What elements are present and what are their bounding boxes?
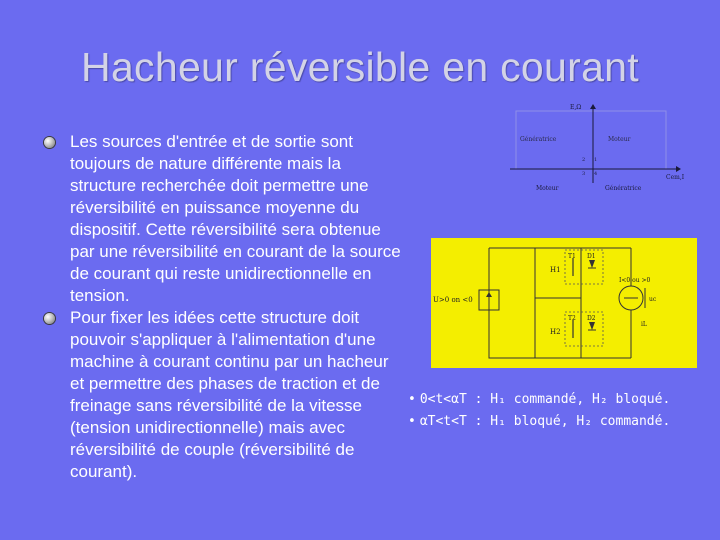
t2-label: T2 <box>568 315 576 322</box>
quadrant-label-moteur-bottom: Moteur <box>536 185 559 192</box>
d1-label: D1 <box>587 253 596 260</box>
il-label: iL <box>641 321 647 328</box>
quadrant-label-generatrice-bottom: Génératrice <box>605 185 642 192</box>
quadrant-diagram <box>510 103 705 195</box>
d2-label: D2 <box>587 315 596 322</box>
h2-label: H2 <box>550 328 561 336</box>
x-axis-label: Cem,I <box>666 174 685 181</box>
quadrant-label-generatrice-top: Génératrice <box>520 136 557 143</box>
bullet-item <box>44 131 414 307</box>
bullet-text: Les sources d'entrée et de sortie sont toujours de nature différente mais la structure recherchée doit permettre une réversibilité en puissance moyenne du dispositif. Cette réversibilité sera obtenue par une réversibilité en courant de la source de courant qui reste unidirectionnelle en tension. <box>70 132 401 305</box>
slide-title: Hacheur réversible en courant <box>81 44 639 90</box>
quadrant-label-moteur-top: Moteur <box>608 136 631 143</box>
t1-label: T1 <box>568 253 576 260</box>
bullet-item <box>44 307 414 483</box>
equation-line-1 <box>408 392 670 407</box>
bullet-icon <box>44 313 55 324</box>
y-axis-label: E,Ω <box>570 104 582 111</box>
bullet-icon: • <box>408 414 416 429</box>
h1-label: H1 <box>550 266 561 274</box>
bullet-icon <box>44 137 55 148</box>
chopper-circuit-diagram <box>431 238 697 368</box>
equation-text: αT<t<T : H₁ bloqué, H₂ commandé. <box>419 414 671 429</box>
equation-line-2 <box>408 414 670 429</box>
uc-label: uc <box>649 296 657 303</box>
equation-text: 0<t<αT : H₁ commandé, H₂ bloqué. <box>419 392 671 407</box>
bullet-icon: • <box>408 392 416 407</box>
quadrant-number-4: 4 <box>594 171 598 177</box>
quadrant-number-2: 2 <box>582 157 586 163</box>
current-label: I<0 ou >0 <box>619 277 651 284</box>
quadrant-number-1: 1 <box>594 157 598 163</box>
quadrant-number-3: 3 <box>582 171 586 177</box>
bullet-list <box>44 131 414 483</box>
bullet-text: Pour fixer les idées cette structure doit pouvoir s'appliquer à l'alimentation d'une machine à courant continu par un hacheur et permettre des phases de traction et de freinage sans réversibilité de la vitesse (tension unidirectionnelle) mais avec réversibilité de couple (réversibilité de courant). <box>70 308 389 481</box>
source-label: U>0 on <0 <box>433 296 473 304</box>
